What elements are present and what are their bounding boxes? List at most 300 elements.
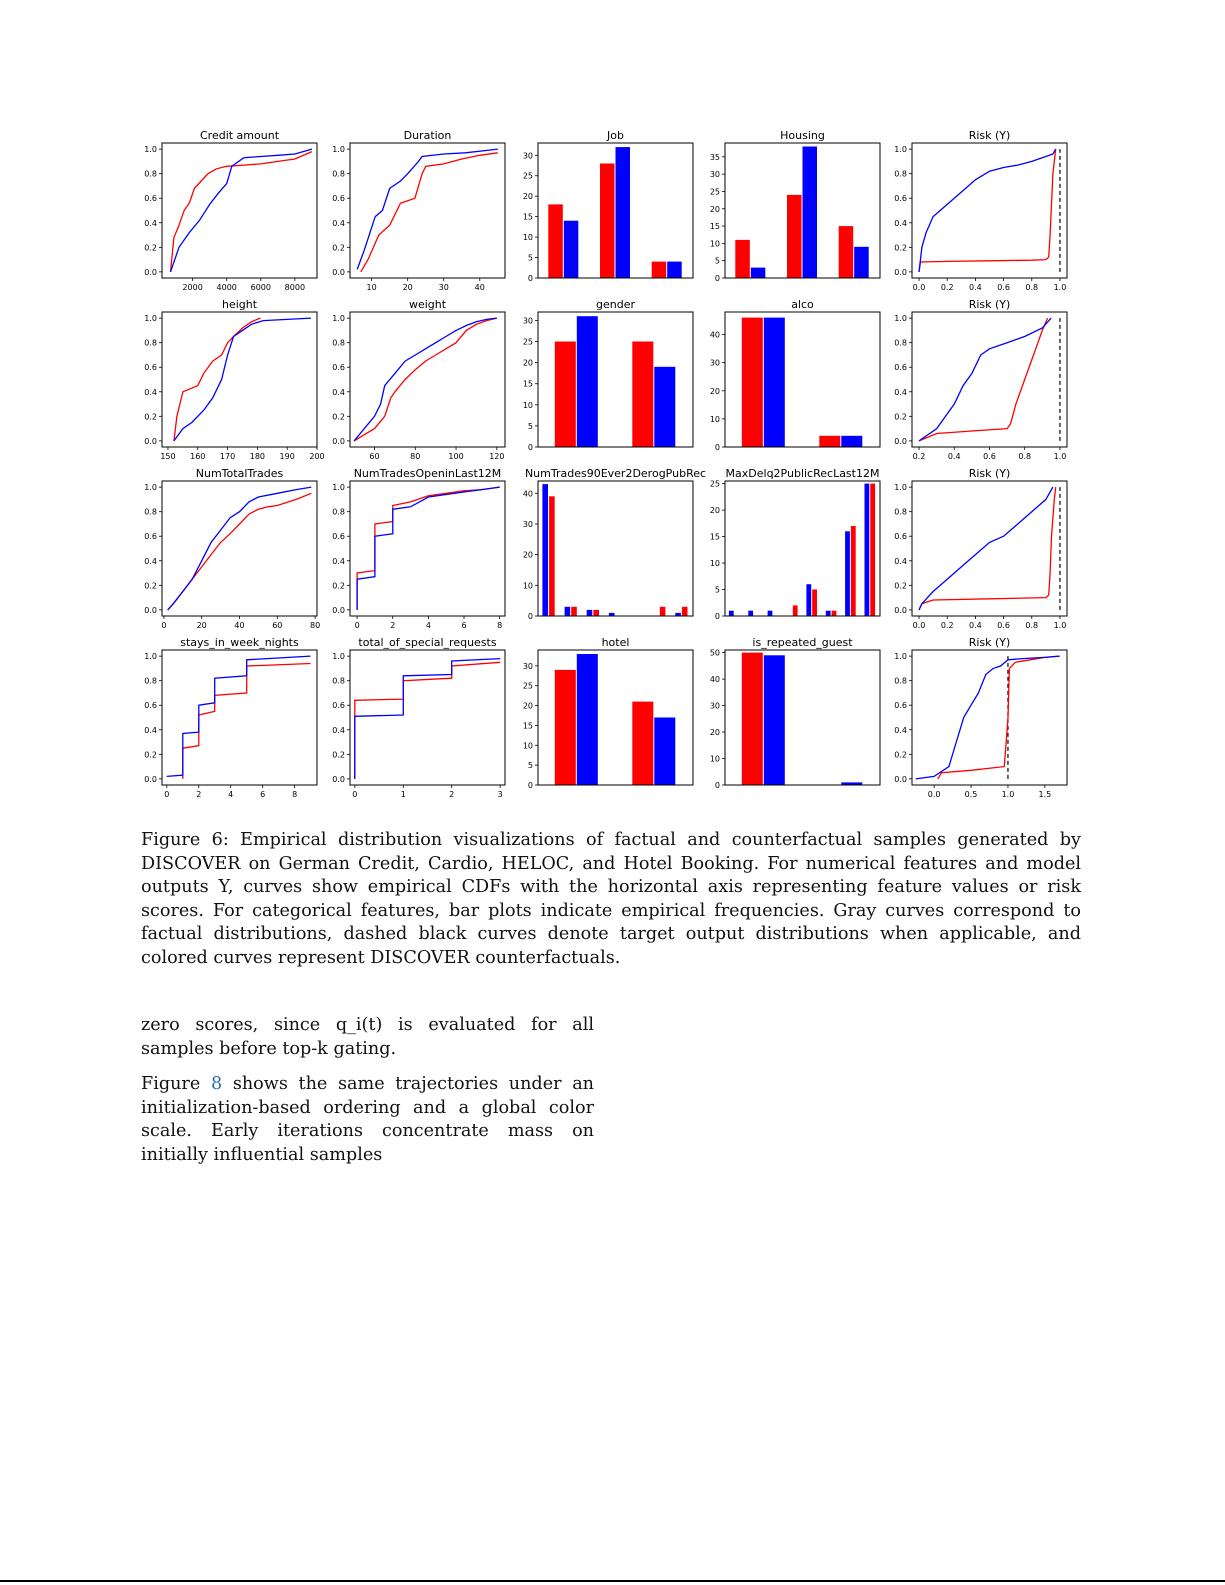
y-tick-label: 0.4 <box>332 556 345 566</box>
x-tick-label: 6 <box>461 621 467 630</box>
x-tick-label: 0 <box>352 790 358 799</box>
x-tick-label: 80 <box>310 621 321 630</box>
y-tick-label: 20 <box>709 204 720 214</box>
axes-frame <box>912 312 1067 447</box>
y-tick-label: 0.8 <box>144 169 157 179</box>
red-bar <box>555 342 576 448</box>
y-tick-label: 40 <box>709 675 720 685</box>
subplot-title: NumTotalTrades <box>195 467 284 480</box>
y-tick-label: 1.0 <box>332 483 345 493</box>
axes-frame <box>725 481 880 616</box>
red-cdf-line <box>354 318 497 441</box>
y-tick-label: 0.8 <box>894 169 907 179</box>
y-tick-label: 15 <box>709 222 720 232</box>
subplot-13 <box>523 467 706 621</box>
y-tick-label: 1.0 <box>332 652 345 662</box>
y-tick-label: 0.4 <box>894 387 907 397</box>
y-tick-label: 40 <box>709 330 720 340</box>
x-tick-label: 2 <box>196 790 202 799</box>
x-tick-label: 60 <box>369 452 380 461</box>
subplot-title: gender <box>596 298 635 311</box>
subplot-title: Risk (Y) <box>968 467 1011 480</box>
blue-cdf-line <box>174 318 311 441</box>
bottom-rule <box>0 1580 1225 1582</box>
axes-frame <box>350 481 505 616</box>
x-tick-label: 40 <box>234 621 245 630</box>
y-tick-label: 0.4 <box>894 218 907 228</box>
y-tick-label: 1.0 <box>894 145 907 155</box>
x-tick-label: 10 <box>366 283 377 292</box>
x-tick-label: 4000 <box>216 283 237 292</box>
x-tick-label: 0.0 <box>912 621 926 630</box>
blue-cdf-line <box>355 659 500 779</box>
blue-cdf-line <box>167 656 311 776</box>
axes-frame <box>162 481 317 616</box>
y-tick-label: 0.6 <box>332 701 345 711</box>
x-tick-label: 0 <box>164 790 170 799</box>
y-tick-label: 0.6 <box>894 363 907 373</box>
red-bar <box>660 607 666 616</box>
subplot-title: height <box>221 298 258 311</box>
red-bar <box>819 436 840 447</box>
red-bar <box>832 611 837 616</box>
red-cdf-line <box>919 487 1056 610</box>
p2-prefix: Figure <box>141 1074 201 1094</box>
y-tick-label: 10 <box>709 559 720 569</box>
subplot-10 <box>894 298 1067 461</box>
red-bar <box>793 605 798 616</box>
y-tick-label: 15 <box>709 532 720 542</box>
red-cdf-line <box>171 152 312 272</box>
blue-bar <box>764 655 785 785</box>
y-tick-label: 20 <box>709 386 720 396</box>
subplot-7 <box>332 298 505 461</box>
y-tick-label: 5 <box>527 761 533 771</box>
y-tick-label: 30 <box>522 661 533 671</box>
axes-frame <box>912 650 1067 785</box>
y-tick-label: 0.2 <box>332 581 345 591</box>
subplot-title: Duration <box>403 129 452 142</box>
subplot-title: MaxDelq2PublicRecLast12M <box>725 467 880 480</box>
y-tick-label: 0.2 <box>144 581 157 591</box>
y-tick-label: 0.6 <box>894 532 907 542</box>
blue-cdf-line <box>357 149 498 269</box>
x-tick-label: 8 <box>497 621 503 630</box>
y-tick-label: 0.0 <box>332 774 345 784</box>
blue-bar <box>587 610 593 616</box>
y-tick-label: 0.8 <box>144 507 157 517</box>
x-tick-label: 4 <box>228 790 234 799</box>
x-tick-label: 180 <box>249 452 266 461</box>
x-tick-label: 0.8 <box>1018 452 1032 461</box>
y-tick-label: 0.0 <box>144 605 157 615</box>
y-tick-label: 0.8 <box>332 676 345 686</box>
y-tick-label: 0.0 <box>144 774 157 784</box>
blue-cdf-line <box>357 487 500 610</box>
y-tick-label: 0.4 <box>332 387 345 397</box>
y-tick-label: 0 <box>714 781 720 790</box>
y-tick-label: 0.4 <box>894 556 907 566</box>
y-tick-label: 40 <box>522 489 533 499</box>
axes-frame <box>162 650 317 785</box>
subplot-title: Job <box>607 129 624 142</box>
x-tick-label: 150 <box>160 452 176 461</box>
y-tick-label: 15 <box>522 721 533 731</box>
y-tick-label: 0 <box>527 274 533 283</box>
red-bar <box>652 262 667 278</box>
x-tick-label: 20 <box>402 283 413 292</box>
y-tick-label: 0.6 <box>894 701 907 711</box>
y-tick-label: 10 <box>522 581 533 591</box>
subplot-11 <box>144 467 320 630</box>
blue-cdf-line <box>919 318 1051 441</box>
y-tick-label: 0.0 <box>332 605 345 615</box>
red-cdf-line <box>938 656 1060 779</box>
blue-bar <box>654 367 675 447</box>
blue-bar <box>748 611 753 616</box>
y-tick-label: 25 <box>522 681 533 691</box>
red-bar <box>548 204 563 278</box>
subplot-19 <box>710 636 880 790</box>
subplot-title: Risk (Y) <box>968 636 1011 649</box>
blue-cdf-line <box>354 318 497 441</box>
subplot-title: total_of_special_requests <box>358 636 497 649</box>
y-tick-label: 0.4 <box>144 556 157 566</box>
y-tick-label: 0.2 <box>894 750 907 760</box>
y-tick-label: 30 <box>709 170 720 180</box>
blue-bar <box>826 611 831 616</box>
red-bar <box>742 318 763 447</box>
y-tick-label: 25 <box>709 187 720 197</box>
red-bar <box>600 164 615 279</box>
y-tick-label: 0.0 <box>894 605 907 615</box>
y-tick-label: 50 <box>709 648 720 658</box>
blue-bar <box>542 484 548 616</box>
subplot-6 <box>144 298 324 461</box>
y-tick-label: 0.8 <box>894 676 907 686</box>
x-tick-label: 60 <box>272 621 283 630</box>
y-tick-label: 5 <box>714 585 720 595</box>
axes-frame <box>538 481 693 616</box>
y-tick-label: 10 <box>709 754 720 764</box>
y-tick-label: 0 <box>527 781 533 790</box>
y-tick-label: 0.2 <box>332 412 345 422</box>
subplot-title: is_repeated_guest <box>752 636 853 649</box>
blue-bar <box>667 262 682 278</box>
y-tick-label: 10 <box>522 233 533 243</box>
y-tick-label: 5 <box>714 256 720 266</box>
subplot-title: NumTrades90Ever2DerogPubRec <box>524 467 707 480</box>
x-tick-label: 0 <box>161 621 167 630</box>
y-tick-label: 0.0 <box>144 267 157 277</box>
y-tick-label: 0.0 <box>894 436 907 446</box>
y-tick-label: 15 <box>522 212 533 222</box>
red-cdf-line <box>919 318 1048 441</box>
y-tick-label: 5 <box>527 421 533 431</box>
blue-bar <box>616 147 631 278</box>
y-tick-label: 0.6 <box>894 194 907 204</box>
body-paragraph-1: zero scores, since q_i(t) is evaluated for all samples before top-k gating. <box>141 1015 594 1059</box>
y-tick-label: 0 <box>714 612 720 621</box>
y-tick-label: 30 <box>522 519 533 529</box>
subplot-2 <box>332 129 505 292</box>
y-tick-label: 0.8 <box>144 676 157 686</box>
y-tick-label: 0 <box>527 612 533 621</box>
subplot-4 <box>710 129 880 283</box>
y-tick-label: 0.8 <box>894 507 907 517</box>
y-tick-label: 10 <box>709 239 720 249</box>
blue-bar <box>806 584 811 616</box>
subplot-14 <box>710 467 880 621</box>
x-tick-label: 1.0 <box>1001 790 1015 799</box>
y-tick-label: 0.2 <box>144 412 157 422</box>
x-tick-label: 6 <box>260 790 266 799</box>
x-tick-label: 40 <box>474 283 485 292</box>
subplot-18 <box>523 636 693 790</box>
red-bar <box>593 610 599 616</box>
y-tick-label: 15 <box>522 379 533 389</box>
subplot-title: weight <box>408 298 447 311</box>
blue-bar <box>577 654 598 785</box>
blue-bar <box>577 316 598 447</box>
y-tick-label: 1.0 <box>332 314 345 324</box>
y-tick-label: 1.0 <box>144 652 157 662</box>
axes-frame <box>162 143 317 278</box>
y-tick-label: 0.2 <box>144 243 157 253</box>
subplot-15 <box>894 467 1067 630</box>
axes-frame <box>350 143 505 278</box>
x-tick-label: 2 <box>449 790 455 799</box>
x-tick-label: 1.0 <box>1053 283 1067 292</box>
red-cdf-line <box>361 153 498 272</box>
subplot-title: Credit amount <box>199 129 280 142</box>
x-tick-label: 0.6 <box>997 621 1010 630</box>
x-tick-label: 0.4 <box>947 452 961 461</box>
y-tick-label: 0.6 <box>144 532 157 542</box>
x-tick-label: 0.8 <box>1025 283 1039 292</box>
x-tick-label: 170 <box>219 452 236 461</box>
blue-cdf-line <box>171 149 312 272</box>
blue-bar <box>854 247 869 278</box>
x-tick-label: 8000 <box>284 283 306 292</box>
y-tick-label: 5 <box>527 253 533 263</box>
caption-label: Figure 6: <box>141 830 229 850</box>
y-tick-label: 30 <box>709 701 720 711</box>
red-bar <box>851 526 856 616</box>
y-tick-label: 25 <box>522 171 533 181</box>
y-tick-label: 0.0 <box>894 267 907 277</box>
x-tick-label: 200 <box>309 452 325 461</box>
red-bar <box>735 240 750 278</box>
red-bar <box>632 702 653 785</box>
x-tick-label: 1 <box>400 790 406 799</box>
red-cdf-line <box>357 487 500 610</box>
y-tick-label: 20 <box>522 701 533 711</box>
subplot-title: Housing <box>780 129 825 142</box>
blue-bar <box>865 484 870 616</box>
subplot-20 <box>894 636 1067 799</box>
y-tick-label: 1.0 <box>894 483 907 493</box>
red-bar <box>742 653 763 785</box>
y-tick-label: 30 <box>522 151 533 161</box>
x-tick-label: 190 <box>279 452 295 461</box>
x-tick-label: 0.5 <box>964 790 978 799</box>
blue-bar <box>841 436 862 447</box>
y-tick-label: 0 <box>714 274 720 283</box>
x-tick-label: 30 <box>438 283 449 292</box>
y-tick-label: 0.2 <box>144 750 157 760</box>
y-tick-label: 1.0 <box>144 145 157 155</box>
blue-cdf-line <box>919 487 1053 610</box>
y-tick-label: 0.2 <box>894 243 907 253</box>
red-bar <box>812 590 817 617</box>
subplot-16 <box>144 636 317 799</box>
axes-frame <box>350 650 505 785</box>
y-tick-label: 0.4 <box>144 387 157 397</box>
subplot-title: Risk (Y) <box>968 129 1011 142</box>
y-tick-label: 0.2 <box>894 412 907 422</box>
red-bar <box>632 342 653 448</box>
red-bar <box>571 607 577 616</box>
x-tick-label: 2 <box>390 621 396 630</box>
x-tick-label: 0.2 <box>940 621 954 630</box>
y-tick-label: 1.0 <box>144 483 157 493</box>
y-tick-label: 30 <box>522 316 533 326</box>
y-tick-label: 10 <box>522 400 533 410</box>
blue-bar <box>564 221 579 278</box>
x-tick-label: 0.8 <box>1025 621 1039 630</box>
x-tick-label: 1.5 <box>1038 790 1052 799</box>
y-tick-label: 0.0 <box>144 436 157 446</box>
red-bar <box>787 195 802 278</box>
y-tick-label: 0.4 <box>332 218 345 228</box>
x-tick-label: 0 <box>354 621 360 630</box>
y-tick-label: 0.8 <box>332 507 345 517</box>
x-tick-label: 0.6 <box>983 452 996 461</box>
y-tick-label: 0.2 <box>332 243 345 253</box>
x-tick-label: 0.4 <box>969 621 982 630</box>
y-tick-label: 0.2 <box>332 750 345 760</box>
blue-cdf-line <box>916 656 1060 779</box>
y-tick-label: 1.0 <box>894 652 907 662</box>
x-tick-label: 6000 <box>250 283 271 292</box>
x-tick-label: 3 <box>497 790 503 799</box>
blue-cdf-line <box>919 149 1056 272</box>
red-bar <box>555 670 576 785</box>
y-tick-label: 0.6 <box>144 701 157 711</box>
red-bar <box>870 484 875 616</box>
y-tick-label: 10 <box>709 414 720 424</box>
x-tick-label: 80 <box>410 452 421 461</box>
red-bar <box>682 607 688 616</box>
figure-8-link[interactable]: 8 <box>210 1074 223 1094</box>
y-tick-label: 0 <box>527 443 533 452</box>
y-tick-label: 0.4 <box>144 218 157 228</box>
axes-frame <box>350 312 505 447</box>
blue-bar <box>845 531 850 616</box>
y-tick-label: 20 <box>522 192 533 202</box>
y-tick-label: 0 <box>714 443 720 452</box>
x-tick-label: 0.0 <box>912 283 926 292</box>
y-tick-label: 0.8 <box>332 169 345 179</box>
blue-bar <box>654 718 675 786</box>
x-tick-label: 0.4 <box>969 283 982 292</box>
subplot-title: Risk (Y) <box>968 298 1011 311</box>
subplot-5 <box>894 129 1067 292</box>
y-tick-label: 0.0 <box>332 436 345 446</box>
subplot-9 <box>710 298 880 452</box>
subplot-title: alco <box>791 298 814 311</box>
axes-frame <box>912 143 1067 278</box>
y-tick-label: 0.2 <box>894 581 907 591</box>
x-tick-label: 160 <box>190 452 206 461</box>
red-bar <box>549 496 555 616</box>
y-tick-label: 0.6 <box>144 363 157 373</box>
subplot-title: hotel <box>601 636 630 649</box>
y-tick-label: 20 <box>709 506 720 516</box>
y-tick-label: 0.4 <box>144 725 157 735</box>
x-tick-label: 4 <box>425 621 431 630</box>
caption-text: Empirical distribution visualizations of factual and counterfactual samples generated by DISCOVER on German Credit, Cardio, HELOC, and Hotel Booking. For numerical features and model outputs Y, curves show empirical CDFs with the horizontal axis representing feature values or risk scores. For categorical features, bar plots indicate empirical frequencies. Gray curves correspond to factual distributions, dashed black curves denote target output distributions when applicable, and colored curves represent DISCOVER counterfactuals. <box>141 830 1081 968</box>
y-tick-label: 0.6 <box>332 363 345 373</box>
blue-bar <box>751 268 766 278</box>
y-tick-label: 1.0 <box>894 314 907 324</box>
y-tick-label: 25 <box>709 479 720 489</box>
y-tick-label: 10 <box>522 741 533 751</box>
subplot-17 <box>332 636 505 799</box>
y-tick-label: 20 <box>522 550 533 560</box>
subplot-3 <box>523 129 693 283</box>
y-tick-label: 1.0 <box>144 314 157 324</box>
y-tick-label: 0.6 <box>144 194 157 204</box>
y-tick-label: 25 <box>522 337 533 347</box>
x-tick-label: 1.0 <box>1053 452 1067 461</box>
y-tick-label: 35 <box>709 152 720 162</box>
x-tick-label: 20 <box>196 621 207 630</box>
blue-bar <box>768 611 773 616</box>
x-tick-label: 2000 <box>182 283 203 292</box>
x-tick-label: 120 <box>489 452 505 461</box>
x-tick-label: 0.0 <box>927 790 941 799</box>
x-tick-label: 0.2 <box>912 452 926 461</box>
x-tick-label: 0.6 <box>997 283 1010 292</box>
y-tick-label: 0.8 <box>894 338 907 348</box>
blue-bar <box>803 147 818 279</box>
p2-rest: shows the same trajectories under an initialization-based ordering and a global color scale. Early iterations concentrate mass on initially influential samples <box>141 1074 595 1165</box>
x-tick-label: 1.0 <box>1053 621 1067 630</box>
y-tick-label: 30 <box>709 358 720 368</box>
y-tick-label: 0.8 <box>144 338 157 348</box>
y-tick-label: 20 <box>709 728 720 738</box>
blue-bar <box>565 607 571 616</box>
subplot-1 <box>144 129 317 292</box>
subplot-12 <box>332 467 505 630</box>
blue-bar <box>729 611 734 616</box>
x-tick-label: 0.2 <box>940 283 954 292</box>
y-tick-label: 0.0 <box>332 267 345 277</box>
y-tick-label: 0.4 <box>894 725 907 735</box>
y-tick-label: 0.8 <box>332 338 345 348</box>
y-tick-label: 1.0 <box>332 145 345 155</box>
red-cdf-line <box>174 318 261 441</box>
body-paragraph-2 <box>141 1073 594 1167</box>
y-tick-label: 0.6 <box>332 194 345 204</box>
y-tick-label: 20 <box>522 358 533 368</box>
y-tick-label: 0.0 <box>894 774 907 784</box>
red-cdf-line <box>355 662 500 779</box>
subplot-title: NumTradesOpeninLast12M <box>353 467 502 480</box>
x-tick-label: 100 <box>448 452 464 461</box>
